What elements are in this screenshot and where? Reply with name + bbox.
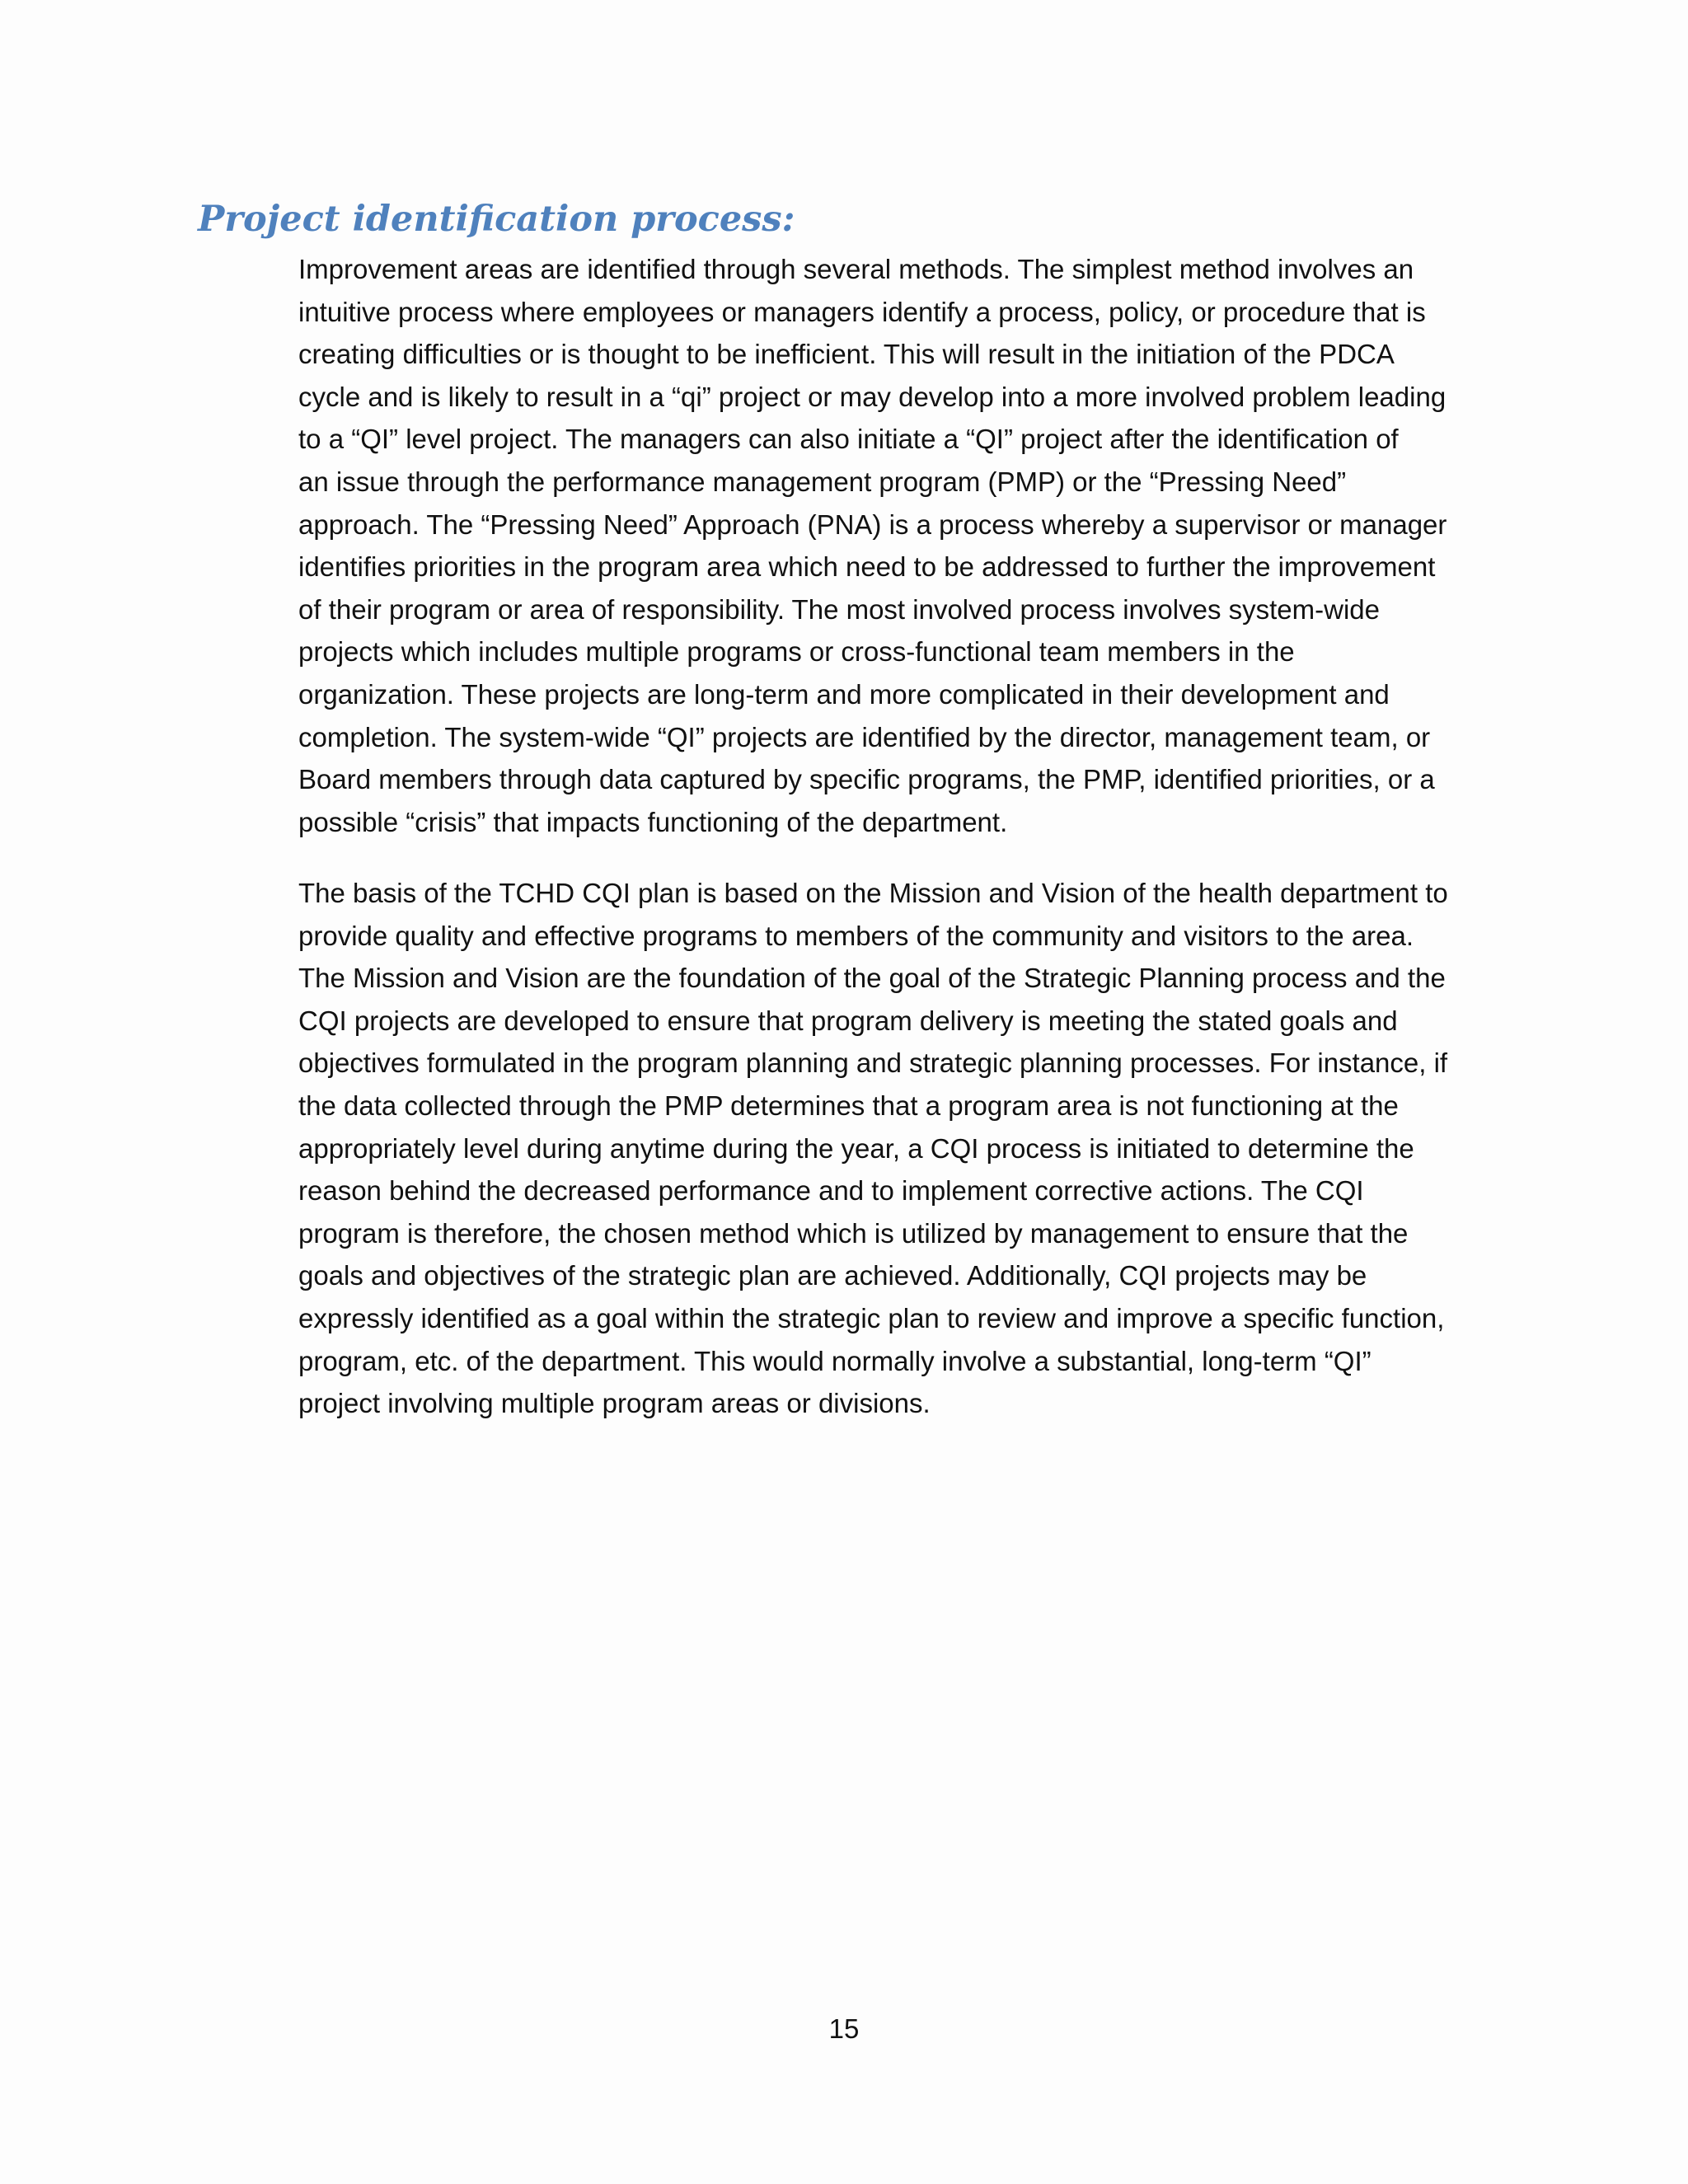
paragraph-project-identification: Improvement areas are identified through several methods. The simplest method involves an intuitive process where employees or managers identify a process, policy, or procedure that is creating difficulties or is thought to be inefficient. This will result in the initiation of the PDCA cycle and is likely to result in a “qi” project or may develop into a more involved problem leading to a “QI” level project. The managers can also initiate a “QI” project after the identification of an issue through the performance management program (PMP) or the “Pressing Need” approach. The “Pressing Need” Approach (PNA) is a process whereby a supervisor or manager identifies priorities in the program area which need to be addressed to further the improvement of their program or area of responsibility. The most involved process involves system-wide projects which includes multiple programs or cross-functional team members in the organization. These projects are long-term and more complicated in their development and completion. The system-wide “QI” projects are identified by the director, management team, or Board members through data captured by specific programs, the PMP, identified priorities, or a possible “crisis” that impacts functioning of the department.	[298, 254, 1447, 837]
page-number: 15	[828, 2013, 860, 2044]
paragraph-cqi-plan-basis: The basis of the TCHD CQI plan is based on the Mission and Vision of the health department to provide quality and effective programs to members of the community and visitors to the area. The Mission and Vision are the foundation of the goal of the Strategic Planning process and the CQI projects are developed to ensure that program delivery is meeting the stated goals and objectives formulated in the program planning and strategic planning processes. For instance, if the data collected through the PMP determines that a program area is not functioning at the appropriately level during anytime during the year, a CQI process is initiated to determine the reason behind the decreased performance and to implement corrective actions. The CQI program is therefore, the chosen method which is utilized by management to ensure that the goals and objectives of the strategic plan are achieved. Additionally, CQI projects may be expressly identified as a goal within the strategic plan to review and improve a specific function, program, etc. of the department. This would normally involve a substantial, long-term “QI” project involving multiple program areas or divisions.	[298, 878, 1448, 1419]
section-heading: Project identification process:	[198, 199, 795, 240]
